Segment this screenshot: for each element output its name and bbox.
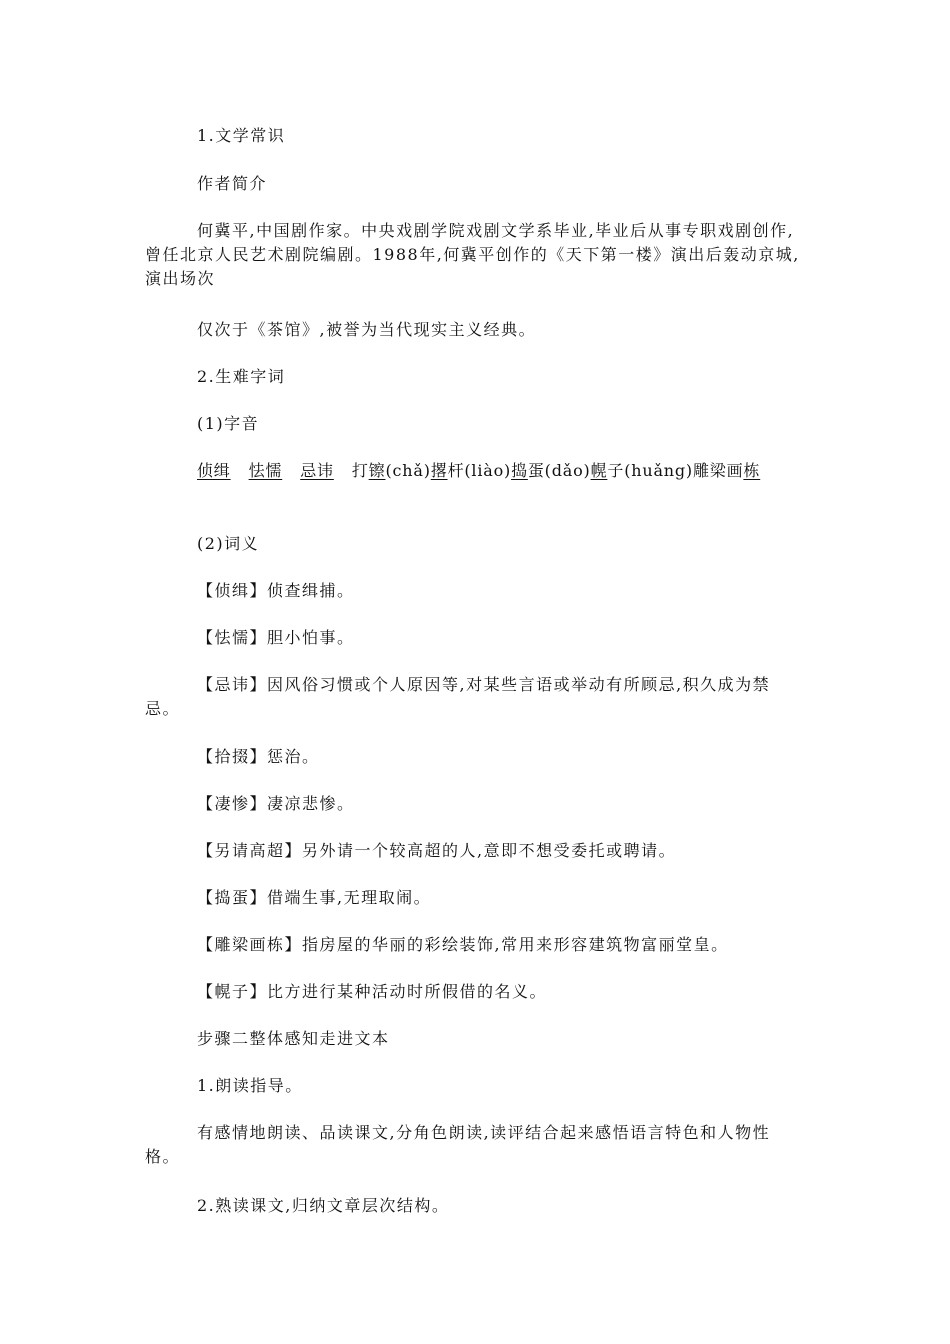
- definition-item: 【幌子】比方进行某种活动时所假借的名义。: [197, 982, 548, 1001]
- pron-char: 镲: [368, 461, 386, 480]
- meaning-heading: (2)词义: [197, 534, 260, 553]
- pron-reading: 杆(liào): [447, 461, 512, 480]
- step-two-heading: 步骤二整体感知走进文本: [197, 1029, 390, 1048]
- definition-item: 【凄惨】凄凉悲惨。: [197, 794, 355, 813]
- pronunciation-list: [145, 459, 805, 483]
- pronunciation-heading: (1)字音: [197, 414, 260, 433]
- author-paragraph-continued: 仅次于《茶馆》,被誉为当代现实主义经典。: [197, 320, 537, 339]
- definition-item: 【捣蛋】借端生事,无理取闹。: [197, 888, 432, 907]
- pron-char: 撂: [430, 461, 448, 480]
- literature-heading: 1.文学常识: [197, 126, 286, 145]
- definition-item: 【忌讳】因风俗习惯或个人原因等,对某些言语或举动有所顾忌,积久成为禁忌。: [145, 675, 771, 718]
- definition-item: 【怯懦】胆小怕事。: [197, 628, 355, 647]
- reading-guide-paragraph: 有感情地朗读、品读课文,分角色朗读,读评结合起来感悟语言特色和人物性格。: [145, 1123, 771, 1166]
- pron-char: 栋: [743, 461, 761, 480]
- reading-guide-heading: 1.朗读指导。: [197, 1076, 303, 1095]
- definition-item: 【拾掇】惩治。: [197, 747, 320, 766]
- pron-word: 侦缉: [197, 461, 231, 480]
- author-paragraph: 何冀平,中国剧作家。中央戏剧学院戏剧文学系毕业,毕业后从事专职戏剧创作,曾任北京人民艺术剧院编剧。1988年,何冀平创作的《天下第一楼》演出后轰动京城,演出场次: [145, 221, 800, 288]
- pron-word: 忌讳: [300, 461, 334, 480]
- structure-heading: 2.熟读课文,归纳文章层次结构。: [197, 1196, 450, 1215]
- pron-char: 幌: [590, 461, 608, 480]
- pron-char: 捣: [511, 461, 528, 480]
- pron-word: 雕梁画: [692, 461, 744, 480]
- definition-item: 【雕梁画栋】指房屋的华丽的彩绘装饰,常用来形容建筑物富丽堂皇。: [197, 935, 729, 954]
- pron-reading: 子(huǎng): [607, 461, 693, 480]
- pron-word: 怯懦: [248, 461, 283, 480]
- definition-item: 【另请高超】另外请一个较高超的人,意即不想受委托或聘请。: [197, 841, 677, 860]
- words-heading: 2.生难字词: [197, 367, 286, 386]
- pron-word: 打: [351, 461, 369, 480]
- author-heading: 作者简介: [197, 174, 268, 193]
- definition-item: 【侦缉】侦查缉捕。: [197, 581, 355, 600]
- pron-reading: 蛋(dǎo): [527, 461, 591, 480]
- pron-reading: (chǎ): [385, 461, 431, 480]
